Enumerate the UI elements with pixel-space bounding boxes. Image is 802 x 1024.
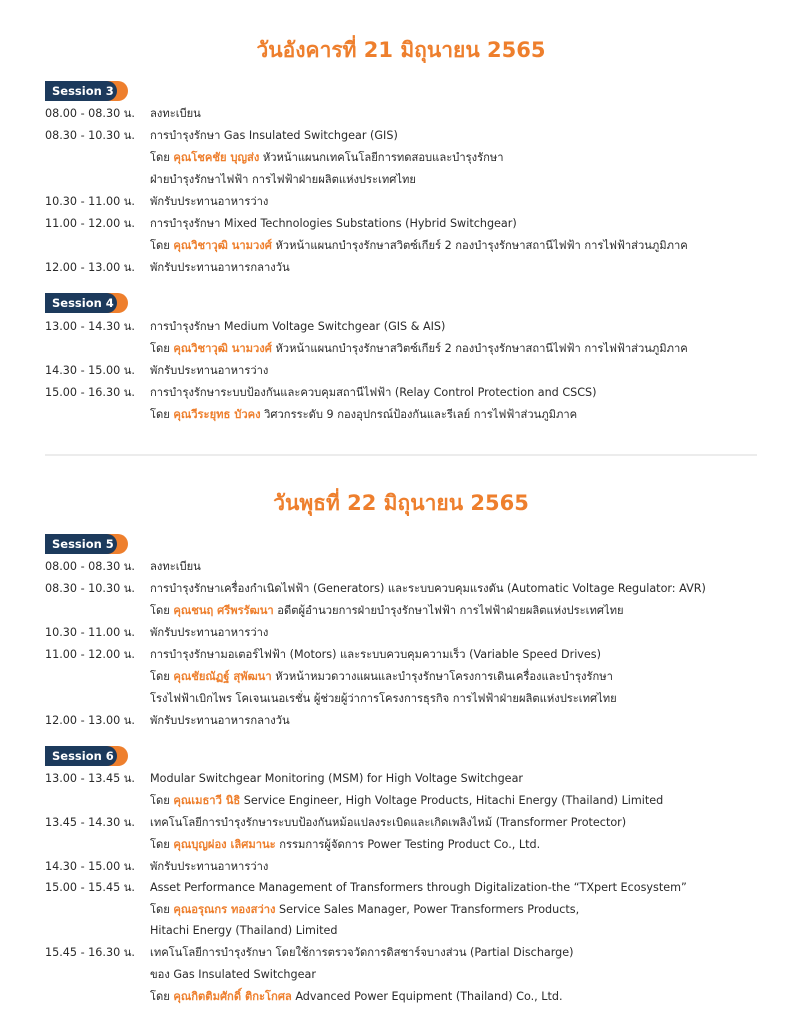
- schedule-row: [45, 622, 268, 643]
- session6-badge: [45, 746, 128, 766]
- agenda-text: ลงทะเบียน: [150, 107, 201, 120]
- agenda-text: พักรับประทานอาหารกลางวัน: [150, 261, 290, 274]
- speaker-role-line: โรงไฟฟ้าเบิกไพร โคเจนเนอเรชั่น ผู้ช่วยผู้ว่าการโครงการธุรกิจ การไฟฟ้าฝ่ายผลิตแห่งประเทศไทย: [150, 692, 617, 705]
- speaker-role-line: ฝ่ายบำรุงรักษาไฟฟ้า การไฟฟ้าฝ่ายผลิตแห่งประเทศไทย: [150, 173, 416, 186]
- session4-label: Session 4: [45, 293, 117, 313]
- agenda-text: ลงทะเบียน: [150, 560, 201, 573]
- agenda-text: การบำรุงรักษาระบบป้องกันและควบคุมสถานีไฟฟ้า (Relay Control Protection and CSCS): [150, 386, 597, 399]
- speaker-role: หัวหน้าหมวดวางแผนและบำรุงรักษาโครงการเดินเครื่องและบำรุงรักษา: [275, 670, 613, 683]
- day-divider: [45, 454, 757, 456]
- time-slot: 10.30 - 11.00 น.: [45, 195, 135, 208]
- time-slot: 13.45 - 14.30 น.: [45, 816, 135, 829]
- time-slot: 14.30 - 15.00 น.: [45, 860, 135, 873]
- schedule-row: [45, 856, 268, 877]
- time-slot: 10.30 - 11.00 น.: [45, 626, 135, 639]
- speaker-line: [150, 834, 540, 855]
- by-label: โดย: [150, 990, 170, 1003]
- agenda-text: พักรับประทานอาหารว่าง: [150, 195, 269, 208]
- speaker-line: [150, 235, 688, 256]
- speaker-name: คุณกิตติมศักดิ์ ติกะโกศล: [173, 990, 292, 1003]
- session6-label: Session 6: [45, 746, 117, 766]
- speaker-name: คุณวีระยุทธ บัวคง: [173, 408, 261, 421]
- time-slot: 08.00 - 08.30 น.: [45, 560, 135, 573]
- speaker-name: คุณชนฤ ศรีพรรัฒนา: [173, 604, 274, 617]
- speaker-role: กรรมการผู้จัดการ Power Testing Product Co., Ltd.: [279, 838, 541, 851]
- by-label: โดย: [150, 903, 170, 916]
- schedule-row: [45, 103, 201, 124]
- agenda-text: การบำรุงรักษามอเตอร์ไฟฟ้า (Motors) และระบบควบคุมความเร็ว (Variable Speed Drives): [150, 648, 601, 661]
- speaker-name: คุณโชคชัย บุญส่ง: [173, 151, 260, 164]
- time-slot: 08.30 - 10.30 น.: [45, 582, 135, 595]
- agenda-text: เทคโนโลยีการบำรุงรักษา โดยใช้การตรวจวัดการดิสชาร์จบางส่วน (Partial Discharge): [150, 946, 574, 959]
- agenda-text: การบำรุงรักษาเครื่องกำเนิดไฟฟ้า (Generators) และระบบควบคุมแรงดัน (Automatic Voltage Regulator: AVR): [150, 582, 706, 595]
- speaker-line: [150, 986, 563, 1007]
- speaker-role: วิศวกรระดับ 9 กองอุปกรณ์ป้องกันและรีเลย์ การไฟฟ้าส่วนภูมิภาค: [264, 408, 578, 421]
- session5-badge: [45, 534, 128, 554]
- speaker-line: [150, 338, 688, 359]
- by-label: โดย: [150, 408, 170, 421]
- speaker-name: คุณบุญผ่อง เลิศมานะ: [173, 838, 276, 851]
- speaker-role: หัวหน้าแผนกบำรุงรักษาสวิตซ์เกียร์ 2 กองบำรุงรักษาสถานีไฟฟ้า การไฟฟ้าส่วนภูมิภาค: [275, 239, 688, 252]
- schedule-row: [45, 710, 290, 731]
- speaker-role: หัวหน้าแผนกเทคโนโลยีการทดสอบและบำรุงรักษา: [262, 151, 504, 164]
- schedule-row: [45, 125, 398, 146]
- speaker-name: คุณชัยณัฏฐ์ สุพัฒนา: [173, 670, 272, 683]
- schedule-row: [45, 556, 201, 577]
- speaker-name: คุณวิชาวุฒิ นามวงศ์: [173, 239, 272, 252]
- agenda-text: เทคโนโลยีการบำรุงรักษาระบบป้องกันหม้อแปลงระเบิดและเกิดเพลิงไหม้ (Transformer Protector): [150, 816, 627, 829]
- by-label: โดย: [150, 838, 170, 851]
- schedule-row: [45, 213, 517, 234]
- time-slot: 11.00 - 12.00 น.: [45, 217, 135, 230]
- session3-label: Session 3: [45, 81, 117, 101]
- agenda-text: Asset Performance Management of Transformers through Digitalization-the “TXpert Ecosystem”: [150, 881, 687, 894]
- day1-title: วันอังคารที่ 21 มิถุนายน 2565: [256, 38, 546, 62]
- time-slot: 15.00 - 15.45 น.: [45, 881, 135, 894]
- session4-badge: [45, 293, 128, 313]
- schedule-row: [45, 768, 523, 789]
- agenda-text: พักรับประทานอาหารกลางวัน: [150, 714, 290, 727]
- speaker-name: คุณเมธาวี นิธิ: [173, 794, 241, 807]
- speaker-role-line: Hitachi Energy (Thailand) Limited: [150, 924, 338, 937]
- agenda-text: การบำรุงรักษา Medium Voltage Switchgear (GIS & AIS): [150, 320, 446, 333]
- schedule-row: [45, 877, 687, 898]
- speaker-role: Advanced Power Equipment (Thailand) Co., Ltd.: [295, 990, 563, 1003]
- agenda-text: การบำรุงรักษา Mixed Technologies Substations (Hybrid Switchgear): [150, 217, 517, 230]
- schedule-row: [45, 812, 626, 833]
- speaker-line: [150, 600, 624, 621]
- schedule-row: [45, 644, 601, 665]
- by-label: โดย: [150, 342, 170, 355]
- by-label: โดย: [150, 794, 170, 807]
- agenda-text: Modular Switchgear Monitoring (MSM) for High Voltage Switchgear: [150, 772, 524, 785]
- by-label: โดย: [150, 239, 170, 252]
- speaker-role: อดีตผู้อำนวยการฝ่ายบำรุงรักษาไฟฟ้า การไฟฟ้าฝ่ายผลิตแห่งประเทศไทย: [277, 604, 624, 617]
- by-label: โดย: [150, 670, 170, 683]
- time-slot: 13.00 - 13.45 น.: [45, 772, 135, 785]
- speaker-name: คุณวิชาวุฒิ นามวงศ์: [173, 342, 272, 355]
- time-slot: 12.00 - 13.00 น.: [45, 261, 135, 274]
- agenda-text: พักรับประทานอาหารว่าง: [150, 364, 269, 377]
- speaker-line: [150, 790, 663, 811]
- speaker-line: [150, 147, 504, 168]
- speaker-line: [150, 666, 613, 687]
- time-slot: 14.30 - 15.00 น.: [45, 364, 135, 377]
- schedule-row: [45, 578, 706, 599]
- speaker-role: Service Engineer, High Voltage Products, Hitachi Energy (Thailand) Limited: [243, 794, 664, 807]
- schedule-row: [45, 257, 290, 278]
- schedule-row: [45, 942, 574, 963]
- agenda-text: พักรับประทานอาหารว่าง: [150, 626, 269, 639]
- time-slot: 15.45 - 16.30 น.: [45, 946, 135, 959]
- agenda-text-line: ของ Gas Insulated Switchgear: [150, 968, 316, 981]
- session5-label: Session 5: [45, 534, 117, 554]
- agenda-text: พักรับประทานอาหารว่าง: [150, 860, 269, 873]
- time-slot: 15.00 - 16.30 น.: [45, 386, 135, 399]
- time-slot: 08.30 - 10.30 น.: [45, 129, 135, 142]
- speaker-role: หัวหน้าแผนกบำรุงรักษาสวิตซ์เกียร์ 2 กองบำรุงรักษาสถานีไฟฟ้า การไฟฟ้าส่วนภูมิภาค: [275, 342, 688, 355]
- by-label: โดย: [150, 604, 170, 617]
- schedule-row: [45, 382, 597, 403]
- time-slot: 08.00 - 08.30 น.: [45, 107, 135, 120]
- day2-title: วันพุธที่ 22 มิถุนายน 2565: [273, 491, 529, 515]
- agenda-text: การบำรุงรักษา Gas Insulated Switchgear (GIS): [150, 129, 398, 142]
- session3-badge: [45, 81, 128, 101]
- time-slot: 11.00 - 12.00 น.: [45, 648, 135, 661]
- speaker-role: Service Sales Manager, Power Transformers Products,: [279, 903, 580, 916]
- schedule-row: [45, 316, 445, 337]
- by-label: โดย: [150, 151, 170, 164]
- time-slot: 12.00 - 13.00 น.: [45, 714, 135, 727]
- schedule-row: [45, 191, 268, 212]
- schedule-row: [45, 360, 268, 381]
- speaker-line: [150, 899, 579, 920]
- speaker-line: [150, 404, 577, 425]
- time-slot: 13.00 - 14.30 น.: [45, 320, 135, 333]
- speaker-name: คุณอรุณกร ทองสว่าง: [173, 903, 276, 916]
